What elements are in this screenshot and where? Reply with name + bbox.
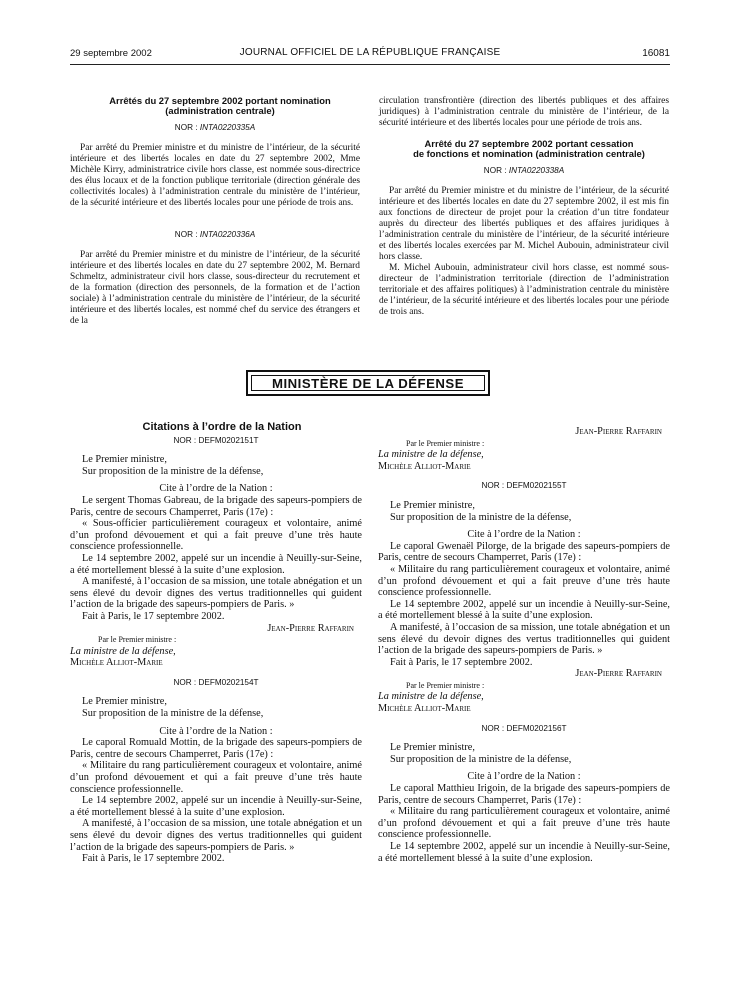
nor-reference: NOR : INTA0220336A xyxy=(174,230,256,239)
paragraph: A manifesté, à l’occasion de sa mission, une totale abnégation et un sens élevé du devoir dignes des vertus traditionnelles qui guident l’action de la brigade des sapeurs-pompiers de Paris. » xyxy=(70,576,362,611)
text-line: Le Premier ministre, xyxy=(82,454,167,466)
paragraph: « Militaire du rang particulièrement courageux et volontaire, animé d’un profond dévouement et qui a fait preuve d’une très haute conscience professionnelle. xyxy=(70,760,362,795)
signature-name: Michèle Alliot-Marie xyxy=(70,657,163,669)
bottom-left-column xyxy=(70,422,362,865)
paragraph: Le 14 septembre 2002, appelé sur un incendie à Neuilly-sur-Seine, a été mortellement blessé à la suite d’une explosion. xyxy=(378,841,670,864)
paragraph: Le 14 septembre 2002, appelé sur un incendie à Neuilly-sur-Seine, a été mortellement blessé à la suite d’une explosion. xyxy=(70,552,362,576)
bottom-right-column xyxy=(378,426,670,864)
text-line: Fait à Paris, le 17 septembre 2002. xyxy=(82,610,225,622)
citation-line: Cite à l’ordre de la Nation : xyxy=(467,529,581,541)
text-line: Fait à Paris, le 17 septembre 2002. xyxy=(390,656,533,668)
arrete-title-line2: (administration centrale) xyxy=(165,105,275,116)
signature-role: La ministre de la défense, xyxy=(378,691,484,703)
signature-name: Michèle Alliot-Marie xyxy=(378,460,471,472)
text-line: Sur proposition de la ministre de la défense, xyxy=(390,511,572,523)
top-left-column xyxy=(70,96,360,327)
signature-by: Par le Premier ministre : xyxy=(406,680,485,690)
paragraph: Le caporal Matthieu Irigoin, de la brigade des sapeurs-pompiers de Paris, centre de secours Champerret, Paris (17e) : xyxy=(378,783,670,806)
nor-reference: NOR : DEFM0202154T xyxy=(173,677,259,687)
journal-title: JOURNAL OFFICIEL DE LA RÉPUBLIQUE FRANÇAISE xyxy=(239,47,501,58)
ministry-heading: MINISTÈRE DE LA DÉFENSE xyxy=(272,375,464,391)
signature-name: Jean-Pierre Raffarin xyxy=(575,668,662,680)
arrete-title-line2: de fonctions et nomination (administration centrale) xyxy=(413,148,645,159)
signature-by: Par le Premier ministre : xyxy=(98,635,177,645)
paragraph: M. Michel Aubouin, administrateur civil hors classe, est nommé sous-directeur de l’administration territoriale (direction de l’administration territoriale et des affaires politiques) à l’administration centrale du ministère de l’intérieur, de la sécurité intérieure et des libertés locales pour une période de trois ans. xyxy=(379,263,669,317)
citation-line: Cite à l’ordre de la Nation : xyxy=(159,483,273,495)
paragraph: « Militaire du rang particulièrement courageux et volontaire, animé d’un profond dévouement et qui a fait preuve d’une très haute conscience professionnelle. xyxy=(378,806,670,841)
page-header xyxy=(70,46,670,64)
paragraph: Le 14 septembre 2002, appelé sur un incendie à Neuilly-sur-Seine, a été mortellement blessé à la suite d’une explosion. xyxy=(378,598,670,622)
signature-name: Jean-Pierre Raffarin xyxy=(267,622,354,634)
paragraph: Le caporal Gwenaël Pilorge, de la brigade des sapeurs-pompiers de Paris, centre de secours Champerret, Paris (17e) : xyxy=(378,540,670,564)
citation-line: Cite à l’ordre de la Nation : xyxy=(159,725,273,737)
signature-by: Par le Premier ministre : xyxy=(406,438,485,448)
text-line: Sur proposition de la ministre de la défense, xyxy=(82,708,264,720)
citation-line: Cite à l’ordre de la Nation : xyxy=(467,771,581,783)
paragraph: Par arrêté du Premier ministre et du ministre de l’intérieur, de la sécurité intérieure et des libertés locales en date du 27 septembre 2002, M. Bernard Schmeltz, administrateur civil hors classe, sous-directeur du recrutement et de la formation (direction des personnels, de la formation et de l’action sociale) à l’administration centrale du ministère de l’intérieur, de la sécurité intérieure et des libertés locales, est nommé chef du service des étrangers et de la xyxy=(70,250,360,326)
paragraph: A manifesté, à l’occasion de sa mission, une totale abnégation et un sens élevé du devoir dignes des vertus traditionnelles qui guident l’action de la brigade des sapeurs-pompiers de Paris. » xyxy=(378,621,670,657)
nor-reference: NOR : INTA0220338A xyxy=(483,166,565,175)
header-date: 29 septembre 2002 xyxy=(70,48,152,59)
signature-name: Michèle Alliot-Marie xyxy=(378,703,471,715)
paragraph: Par arrêté du Premier ministre et du ministre de l’intérieur, de la sécurité intérieure et des libertés locales en date du 27 septembre 2002, Mme Michèle Kirry, administratrice civile hors classe, est nommée sous-directrice des élus locaux et de la fonction publique territoriale (direction générale des collectivités locales) à l’administration centrale du ministère de l’intérieur, de la sécurité intérieure et des libertés locales pour une période de trois ans. xyxy=(70,143,360,208)
text-line: Le Premier ministre, xyxy=(390,742,475,754)
text-line: Fait à Paris, le 17 septembre 2002. xyxy=(82,853,225,865)
paragraph: Le caporal Romuald Mottin, de la brigade des sapeurs-pompiers de Paris, centre de secours Champerret, Paris (17e) : xyxy=(70,737,362,760)
signature-name: Jean-Pierre Raffarin xyxy=(575,426,662,437)
section-title: Citations à l’ordre de la Nation xyxy=(142,421,302,433)
text-line: Sur proposition de la ministre de la défense, xyxy=(390,753,572,765)
nor-reference: NOR : DEFM0202155T xyxy=(481,481,567,491)
text-line: Le Premier ministre, xyxy=(82,696,167,708)
paragraph: A manifesté, à l’occasion de sa mission, une totale abnégation et un sens élevé du devoir dignes des vertus traditionnelles qui guident l’action de la brigade des sapeurs-pompiers de Paris. » xyxy=(70,818,362,853)
nor-reference: NOR : DEFM0202156T xyxy=(481,723,567,733)
signature-role: La ministre de la défense, xyxy=(378,449,484,461)
signature-role: La ministre de la défense, xyxy=(70,645,176,657)
paragraph: « Sous-officier particulièrement courageux et volontaire, animé d’un profond dévouement et qui a fait preuve d’une très haute conscience professionnelle. xyxy=(70,518,362,553)
ministry-heading-box xyxy=(246,370,490,396)
nor-reference: NOR : DEFM0202151T xyxy=(173,435,259,445)
header-rule xyxy=(70,64,670,65)
nor-reference: NOR : INTA0220335A xyxy=(174,123,256,132)
paragraph: « Militaire du rang particulièrement courageux et volontaire, animé d’un profond dévouement et qui a fait preuve d’une très haute conscience professionnelle. xyxy=(378,563,670,599)
text-line: Le Premier ministre, xyxy=(390,499,475,511)
paragraph-continued: circulation transfrontière (direction des libertés publiques et des affaires juridiques) à l’administration centrale du ministère de l’intérieur, de la sécurité intérieure et des libertés locales pour une période de trois ans. xyxy=(379,96,669,128)
paragraph: Par arrêté du Premier ministre et du ministre de l’intérieur, de la sécurité intérieure et des libertés locales en date du 27 septembre 2002, il est mis fin aux fonctions de directeur de projet pour la création d’un titre fondateur auprès du directeur des libertés publiques et des affaires juridiques à l’administration centrale du ministère de l’intérieur, de la sécurité intérieure et des libertés locales exercées par M. Michel Aubouin, administrateur civil hors classe. xyxy=(379,186,669,262)
paragraph: Le sergent Thomas Gabreau, de la brigade des sapeurs-pompiers de Paris, centre de secours Champerret, Paris (17e) : xyxy=(70,494,362,518)
paragraph: Le 14 septembre 2002, appelé sur un incendie à Neuilly-sur-Seine, a été mortellement blessé à la suite d’une explosion. xyxy=(70,795,362,818)
page-number: 16081 xyxy=(642,48,670,59)
text-line: Sur proposition de la ministre de la défense, xyxy=(82,465,264,477)
top-right-column xyxy=(379,96,669,318)
arrete-title-line1: Arrêtés du 27 septembre 2002 portant nomination xyxy=(109,95,331,106)
arrete-title-line1: Arrêté du 27 septembre 2002 portant cessation xyxy=(424,138,634,149)
